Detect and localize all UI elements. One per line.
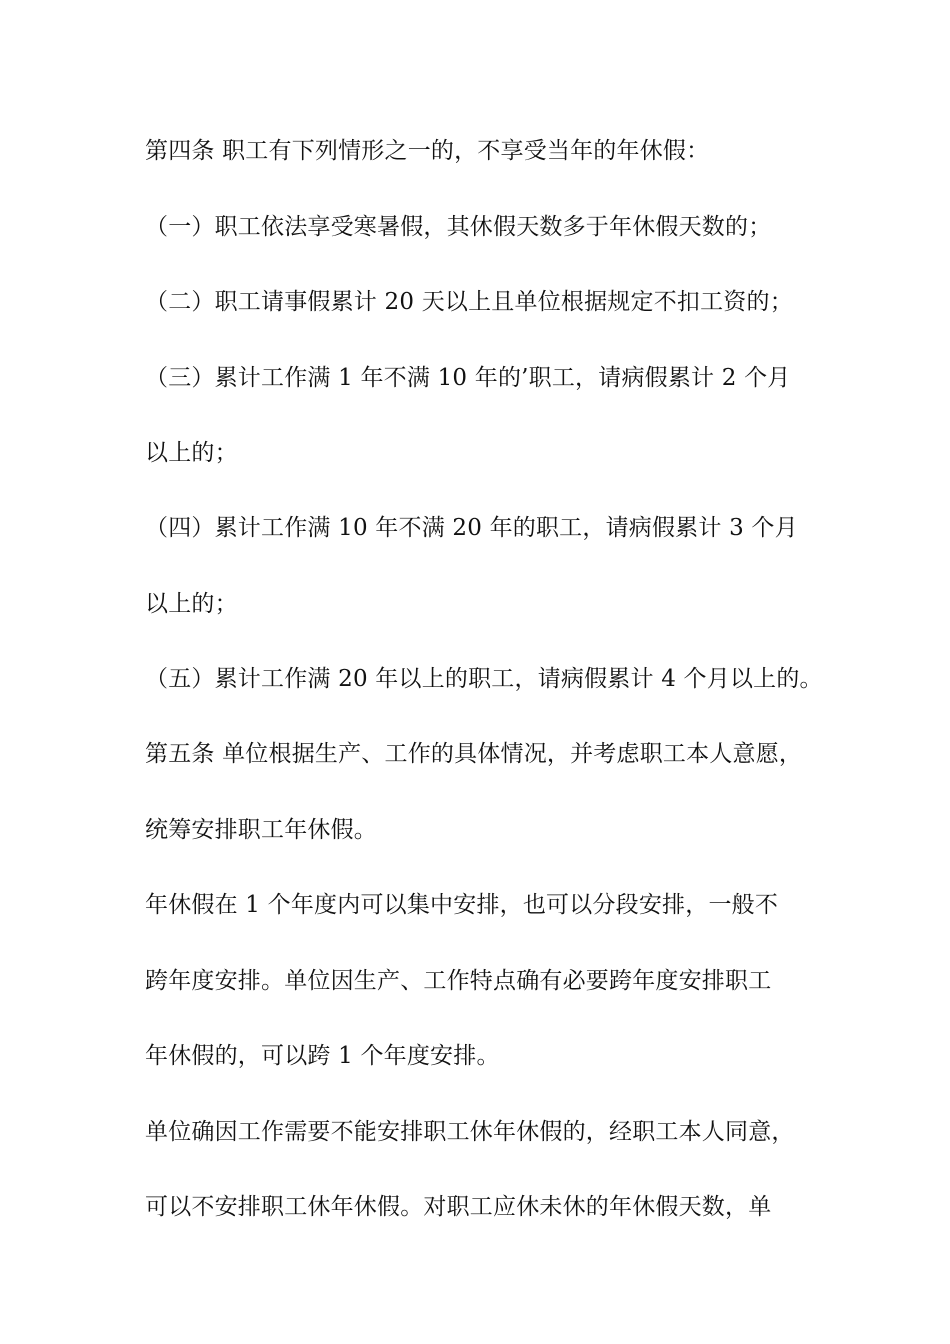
text-line: 以上的；: [145, 591, 238, 617]
text-line: （一）职工依法享受寒暑假，其休假天数多于年休假天数的；: [145, 214, 772, 240]
text-line: 单位确因工作需要不能安排职工休年休假的，经职工本人同意，: [145, 1119, 795, 1145]
text-line: （三）累计工作满 1 年不满 10 年的’职工，请病假累计 2 个月: [145, 365, 791, 391]
text-line: 年休假的，可以跨 1 个年度安排。: [145, 1043, 500, 1069]
text-line: （五）累计工作满 20 年以上的职工，请病假累计 4 个月以上的。: [145, 666, 823, 692]
text-line: 统筹安排职工年休假。: [145, 817, 377, 843]
text-line: （二）职工请事假累计 20 天以上且单位根据规定不扣工资的；: [145, 289, 793, 315]
text-line: 可以不安排职工休年休假。对职工应休未休的年休假天数，单: [145, 1194, 772, 1220]
text-line: 第五条 单位根据生产、工作的具体情况，并考虑职工本人意愿，: [145, 741, 803, 767]
text-line: 跨年度安排。单位因生产、工作特点确有必要跨年度安排职工: [145, 968, 772, 994]
text-line: 年休假在 1 个年度内可以集中安排，也可以分段安排，一般不: [145, 892, 779, 918]
text-line: 第四条 职工有下列情形之一的，不享受当年的年休假：: [145, 138, 710, 164]
text-line: （四）累计工作满 10 年不满 20 年的职工，请病假累计 3 个月: [145, 515, 798, 541]
text-line: 以上的；: [145, 440, 238, 466]
